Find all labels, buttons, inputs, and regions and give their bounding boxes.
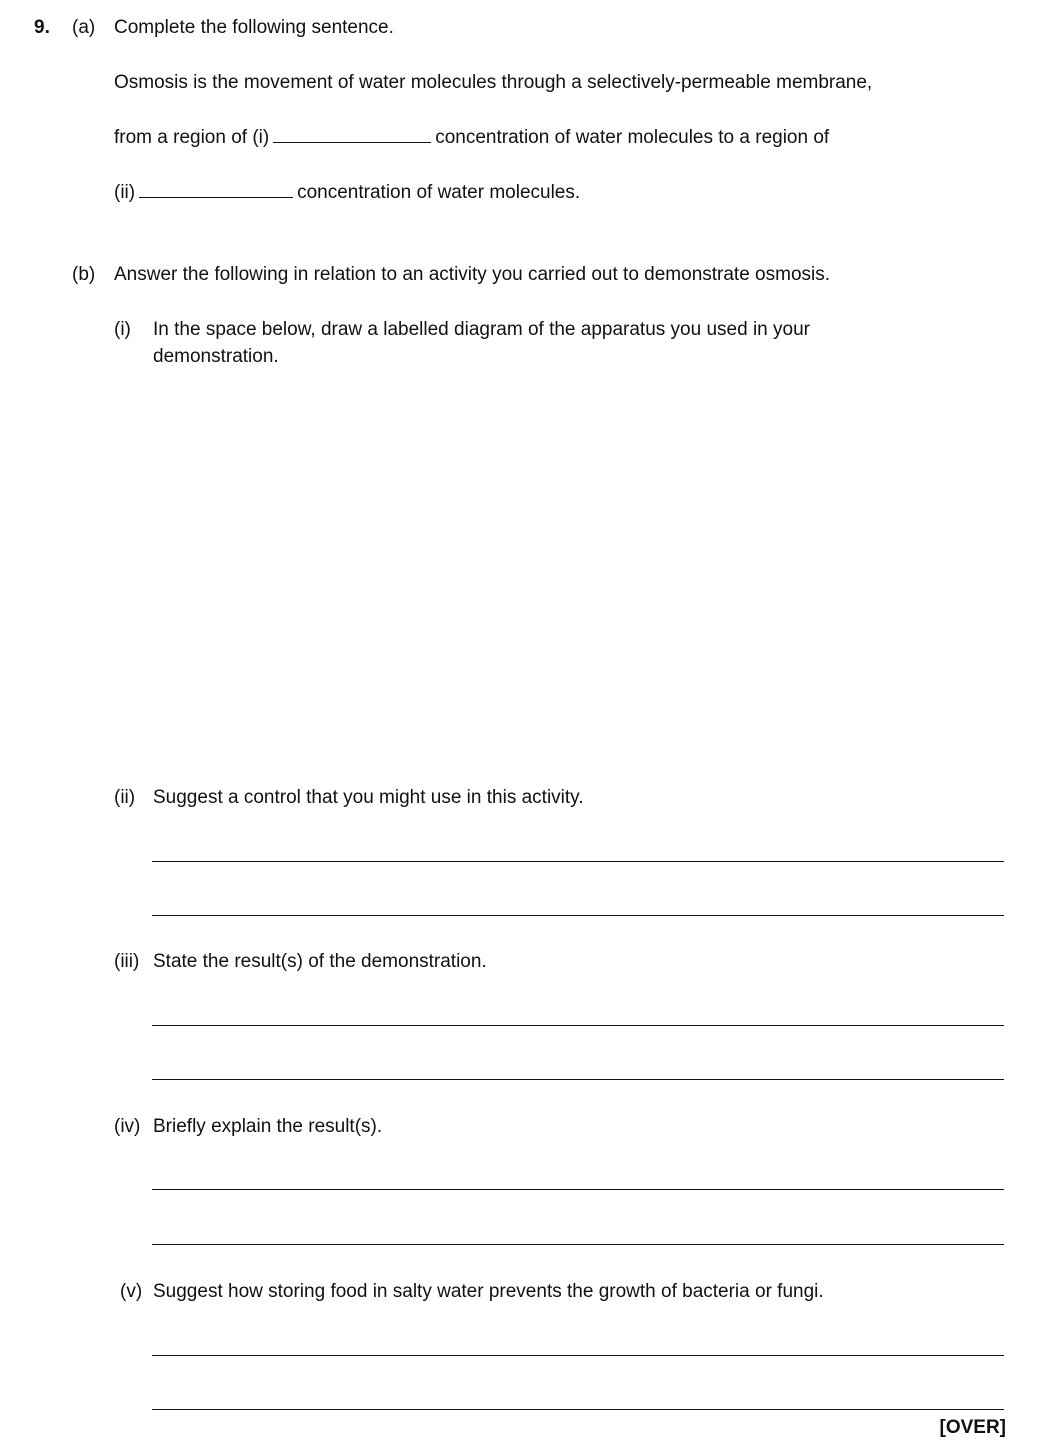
sentence-line-3-prefix: (ii) [114,182,136,203]
answer-line[interactable] [152,1244,1004,1245]
item-i-text-line-1: In the space below, draw a labelled diagram of the apparatus you used in your [153,319,810,340]
sentence-line-2-suffix: concentration of water molecules to a region of [435,127,830,148]
item-i-text-line-2: demonstration. [153,346,279,367]
answer-line[interactable] [152,1409,1004,1410]
part-a-label: (a) [72,17,96,38]
question-number: 9. [34,17,50,38]
sentence-line-2 [114,128,829,147]
item-v-text: Suggest how storing food in salty water prevents the growth of bacteria or fungi. [153,1281,824,1302]
answer-line[interactable] [152,1025,1004,1026]
part-b-label: (b) [72,264,96,285]
answer-blank-i[interactable] [273,141,431,143]
item-iii-text: State the result(s) of the demonstration. [153,951,487,972]
sentence-line-3-suffix: concentration of water molecules. [297,182,581,203]
answer-line[interactable] [152,1079,1004,1080]
sentence-line-3 [114,183,580,202]
item-iv-label: (iv) [114,1116,141,1137]
answer-line[interactable] [152,1355,1004,1356]
part-b-instruction: Answer the following in relation to an activity you carried out to demonstrate osmosis. [114,264,831,285]
sentence-line-1: Osmosis is the movement of water molecules through a selectively-permeable membrane, [114,72,873,93]
item-v-label: (v) [120,1281,143,1302]
item-i-label: (i) [114,319,131,340]
over-page-indicator: [OVER] [939,1417,1006,1438]
part-a-instruction: Complete the following sentence. [114,17,394,38]
item-ii-label: (ii) [114,787,136,808]
answer-line[interactable] [152,1189,1004,1190]
answer-blank-ii[interactable] [139,196,293,198]
answer-line[interactable] [152,861,1004,862]
answer-line[interactable] [152,915,1004,916]
item-iii-label: (iii) [114,951,140,972]
sentence-line-2-prefix: from a region of (i) [114,127,270,148]
item-iv-text: Briefly explain the result(s). [153,1116,383,1137]
diagram-drawing-area[interactable] [152,380,1004,770]
item-ii-text: Suggest a control that you might use in this activity. [153,787,584,808]
